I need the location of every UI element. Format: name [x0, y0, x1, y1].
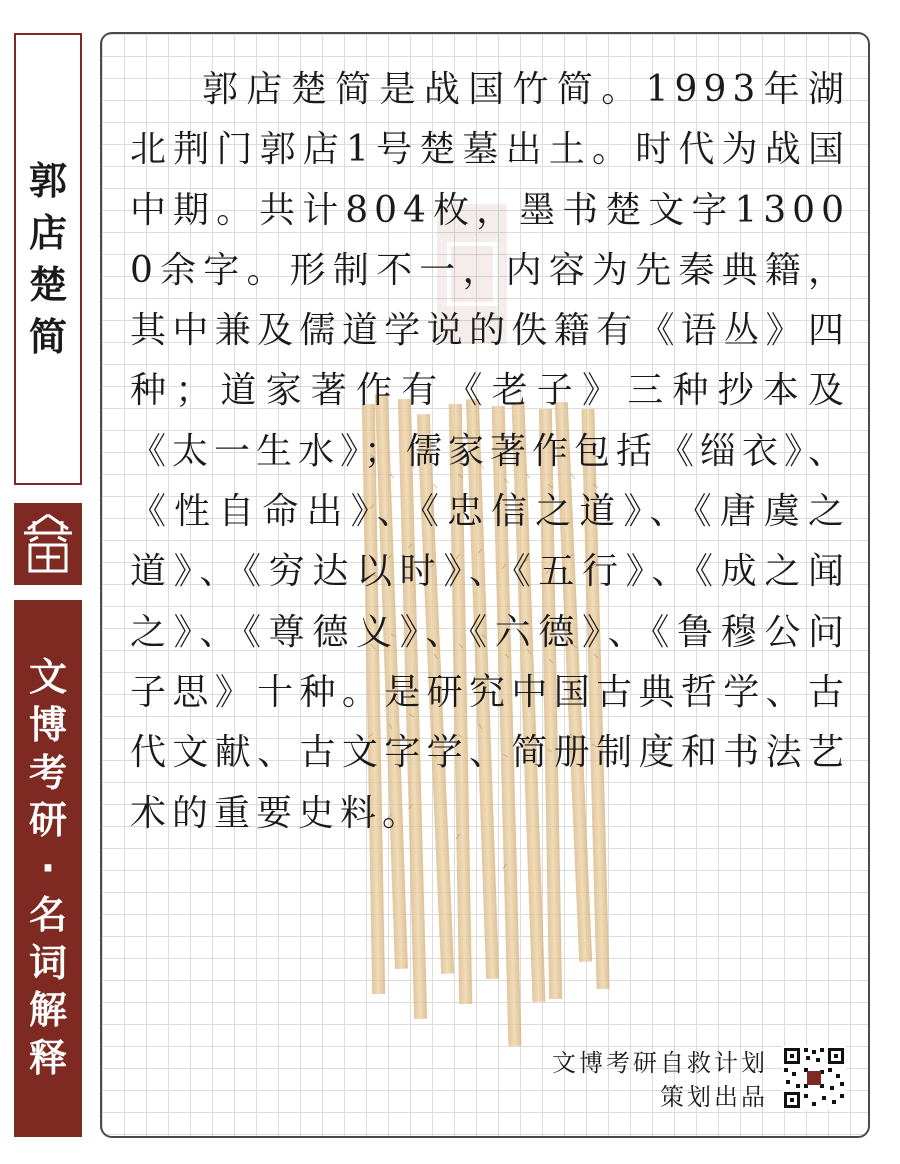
side-title — [14, 33, 82, 485]
qr-code-icon — [782, 1046, 846, 1110]
banner-char: 解 — [28, 988, 67, 1033]
side-title-char: 郭 — [28, 158, 67, 203]
banner-char: · — [40, 845, 56, 890]
side-title-char: 简 — [28, 314, 67, 359]
credit-line-2: 策划出品 — [660, 1083, 768, 1111]
banner-char: 名 — [28, 893, 67, 938]
banner-char: 释 — [28, 1036, 67, 1081]
side-title-char: 店 — [28, 210, 67, 255]
banner-char: 文 — [28, 655, 67, 700]
side-title-char: 楚 — [28, 262, 67, 307]
credit-line-1: 文博考研自救计划 — [552, 1049, 768, 1077]
credit-block — [552, 1046, 768, 1114]
banner-char: 研 — [28, 798, 67, 843]
banner-char: 词 — [28, 940, 67, 985]
body-text: 郭店楚简是战国竹简。1993年湖北荆门郭店1号楚墓出土。时代为战国中期。共计804枚，墨书楚文字13000余字。形制不一，内容为先秦典籍，其中兼及儒道学说的佚籍有《语丛》四种；道家著作有《老子》三种抄本及《太一生水》；儒家著作包括《缁衣》、《性自命出》、《忠信之道》、《唐虞之道》、《穷达以时》、《五行》、《成之闻之》、《尊德义》、《六德》、《鲁穆公问子思》十种。是研究中国古典哲学、古代文献、古文字学、简册制度和书法艺术的重要史料。 — [130, 69, 851, 834]
content-card — [100, 32, 870, 1138]
banner-char: 考 — [28, 750, 67, 795]
seal-logo-icon — [14, 503, 82, 585]
banner-char: 博 — [28, 702, 67, 747]
side-banner — [14, 600, 82, 1137]
